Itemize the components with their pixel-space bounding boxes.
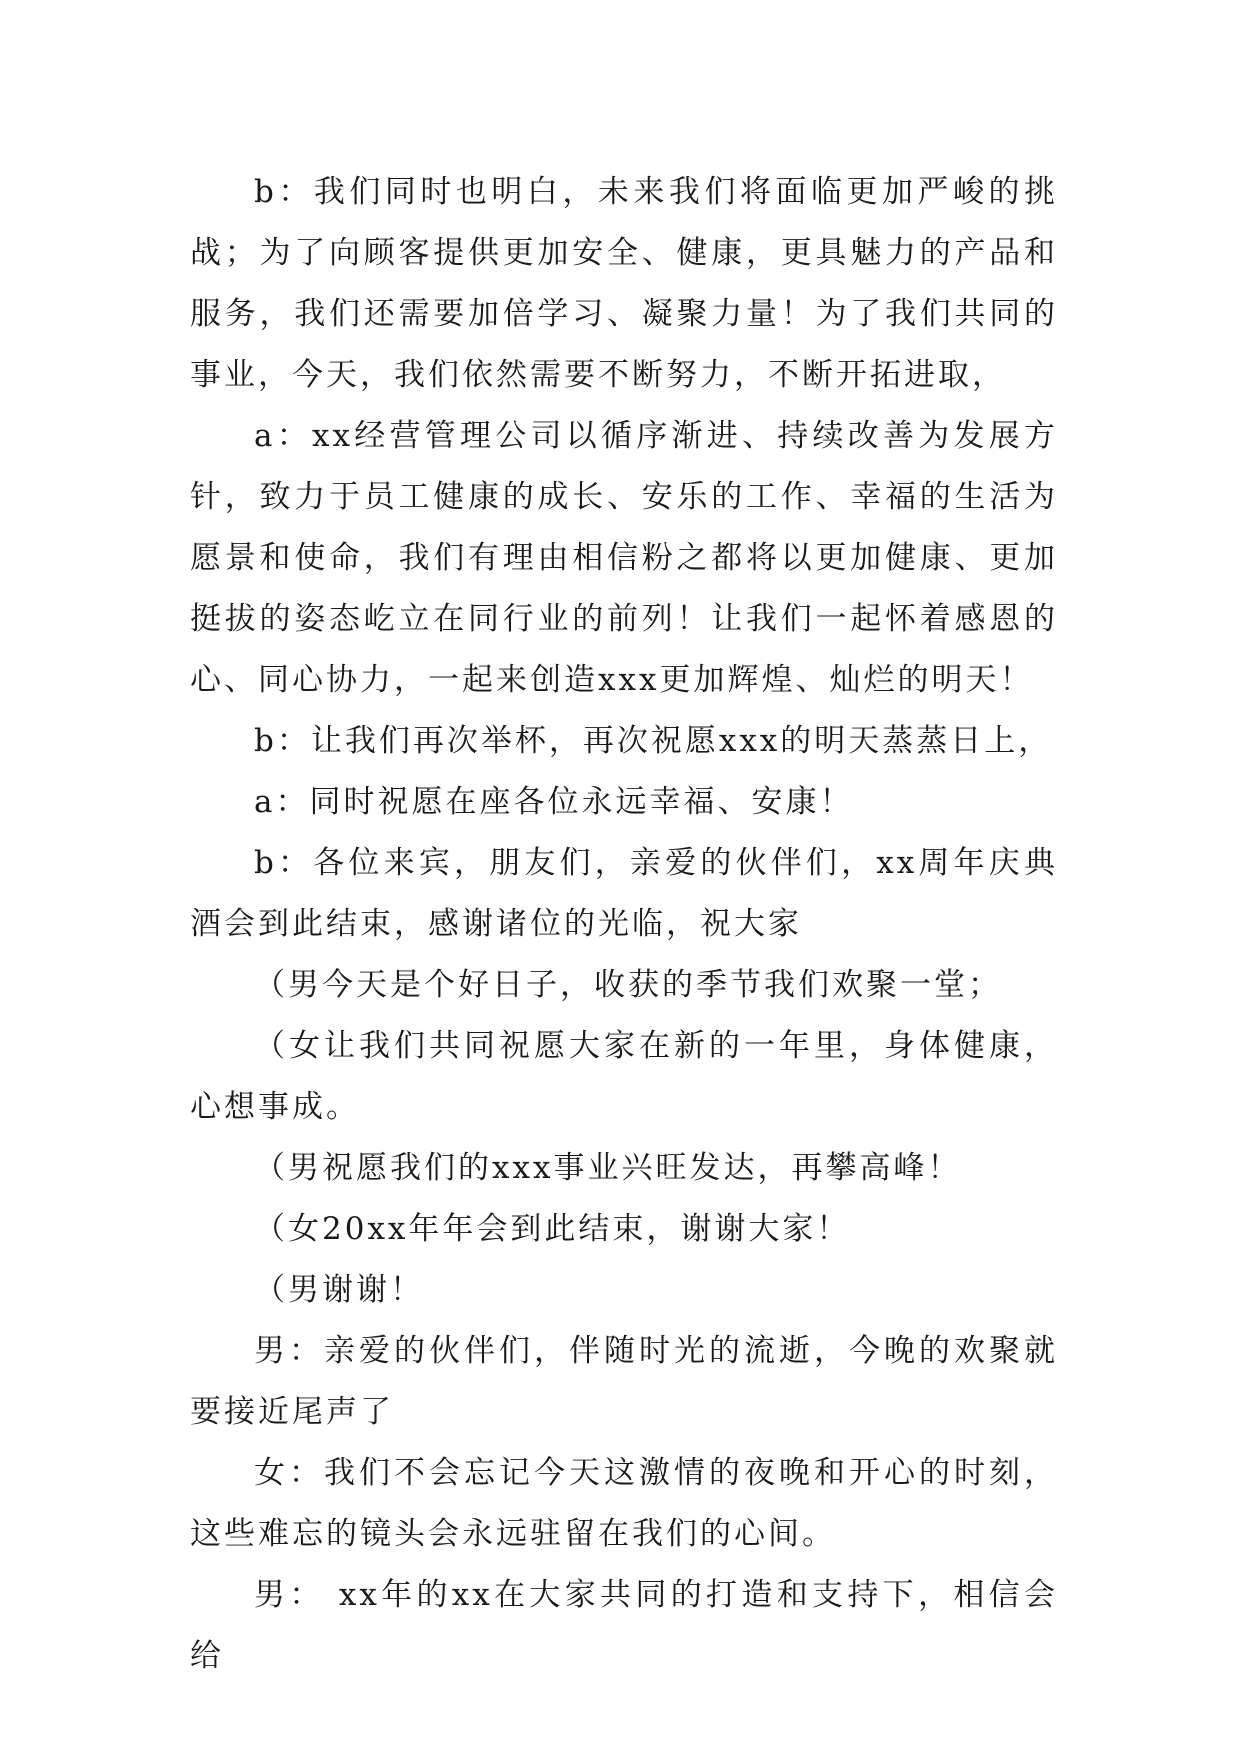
paragraph: （男谢谢！ [254, 1272, 424, 1308]
paragraph: 男： xx年的xx在大家共同的打造和支持下，相信会给 [190, 1577, 1058, 1674]
paragraph: 男：亲爱的伙伴们，伴随时光的流逝，今晚的欢聚就要接近尾声了 [190, 1333, 1058, 1430]
paragraph: b：我们同时也明白，未来我们将面临更加严峻的挑战；为了向顾客提供更加安全、健康，更具魅力的产品和服务，我们还需要加倍学习、凝聚力量！为了我们共同的事业，今天，我们依然需要不断努力，不断开拓进取， [190, 174, 1058, 393]
paragraph: a：同时祝愿在座各位永远幸福、安康！ [254, 784, 854, 820]
document-body [190, 162, 1058, 1687]
paragraph: （男今天是个好日子，收获的季节我们欢聚一堂； [254, 967, 1002, 1003]
paragraph: b：各位来宾，朋友们，亲爱的伙伴们，xx周年庆典酒会到此结束，感谢诸位的光临，祝大家 [190, 845, 1058, 942]
paragraph: 女：我们不会忘记今天这激情的夜晚和开心的时刻，这些难忘的镜头会永远驻留在我们的心间。 [190, 1455, 1058, 1552]
paragraph: （女让我们共同祝愿大家在新的一年里，身体健康，心想事成。 [190, 1028, 1058, 1125]
paragraph: （女20xx年年会到此结束，谢谢大家！ [254, 1211, 851, 1247]
paragraph: b：让我们再次举杯，再次祝愿xxx的明天蒸蒸日上， [254, 723, 1053, 759]
paragraph: （男祝愿我们的xxx事业兴旺发达，再攀高峰！ [254, 1150, 962, 1186]
paragraph: a：xx经营管理公司以循序渐进、持续改善为发展方针，致力于员工健康的成长、安乐的工作、幸福的生活为愿景和使命，我们有理由相信粉之都将以更加健康、更加挺拔的姿态屹立在同行业的前列！让我们一起怀着感恩的心、同心协力，一起来创造xxx更加辉煌、灿烂的明天！ [190, 418, 1058, 698]
